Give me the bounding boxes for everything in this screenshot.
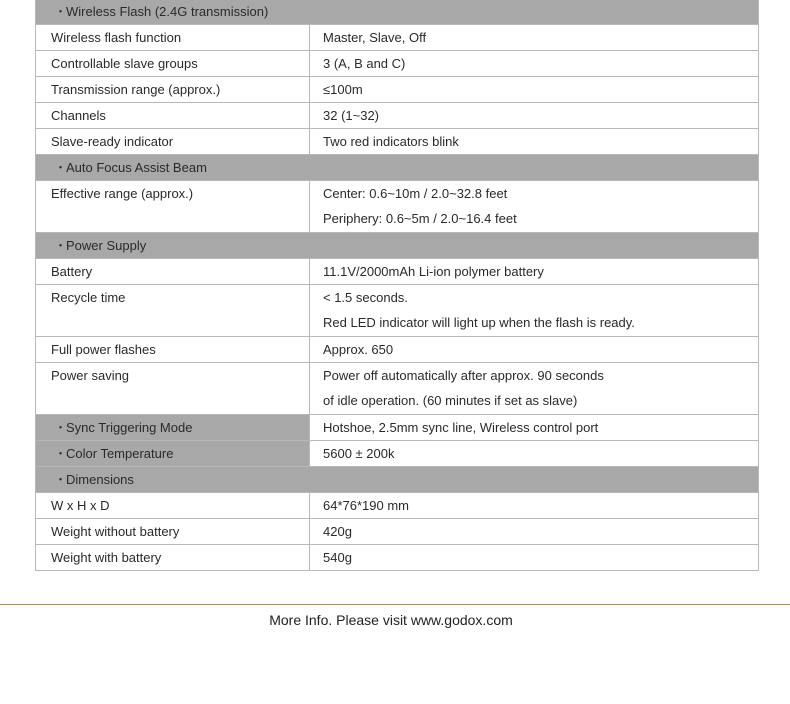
spec-value: Master, Slave, Off <box>310 25 759 51</box>
spec-value: 64*76*190 mm <box>310 493 759 519</box>
spec-label: Effective range (approx.) <box>36 181 310 233</box>
spec-value: 32 (1~32) <box>310 103 759 129</box>
spec-label: Transmission range (approx.) <box>36 77 310 103</box>
bullet-icon: ・ <box>54 446 68 461</box>
table-row <box>36 259 759 285</box>
table-row <box>36 337 759 363</box>
table-row <box>36 129 759 155</box>
bullet-icon: ・ <box>54 238 68 253</box>
table-row <box>36 181 759 233</box>
spec-value-line: < 1.5 seconds. <box>323 290 408 305</box>
spec-value <box>310 285 759 337</box>
spec-value-line: Red LED indicator will light up when the flash is ready. <box>323 315 635 330</box>
footer-divider <box>0 604 790 605</box>
table-row-sync <box>36 415 759 441</box>
bullet-icon: ・ <box>54 160 68 175</box>
spec-table <box>35 0 759 571</box>
spec-value-line: Power off automatically after approx. 90 seconds <box>323 368 604 383</box>
spec-value-line: Approx. 650 <box>323 342 394 357</box>
spec-value <box>310 337 759 363</box>
bullet-icon: ・ <box>54 472 68 487</box>
section-header-sync <box>36 415 310 441</box>
spec-label: Wireless flash function <box>36 25 310 51</box>
spec-value: 5600 ± 200k <box>310 441 759 467</box>
table-row <box>36 103 759 129</box>
section-header-color-temp <box>36 441 310 467</box>
spec-value: Two red indicators blink <box>310 129 759 155</box>
bullet-icon: ・ <box>54 420 68 435</box>
section-title: Power Supply <box>66 238 147 253</box>
spec-label: Power saving <box>36 363 310 415</box>
spec-value <box>310 181 759 233</box>
spec-label: Controllable slave groups <box>36 51 310 77</box>
spec-label: Weight with battery <box>36 545 310 571</box>
spec-value: 540g <box>310 545 759 571</box>
section-header-af <box>36 155 759 181</box>
spec-label: Slave-ready indicator <box>36 129 310 155</box>
section-header-power <box>36 233 759 259</box>
spec-label: Weight without battery <box>36 519 310 545</box>
section-header-dimensions <box>36 467 759 493</box>
spec-value: 3 (A, B and C) <box>310 51 759 77</box>
table-row <box>36 519 759 545</box>
spec-value <box>310 259 759 285</box>
spec-value <box>310 363 759 415</box>
spec-value: ≤100m <box>310 77 759 103</box>
section-title: Sync Triggering Mode <box>66 420 193 435</box>
section-title: Dimensions <box>66 472 134 487</box>
bullet-icon: ・ <box>54 4 68 19</box>
spec-value-line: 11.1V/2000mAh Li-ion polymer battery <box>323 264 544 279</box>
footer-text: More Info. Please visit www.godox.com <box>269 612 513 628</box>
spec-value-line: Periphery: 0.6~5m / 2.0~16.4 feet <box>323 211 517 226</box>
spec-value-line: of idle operation. (60 minutes if set as slave) <box>323 393 578 408</box>
section-header-wireless <box>36 0 759 25</box>
spec-value: 420g <box>310 519 759 545</box>
spec-label: W x H x D <box>36 493 310 519</box>
section-title: Auto Focus Assist Beam <box>66 160 207 175</box>
spec-label: Recycle time <box>36 285 310 337</box>
table-row <box>36 285 759 337</box>
section-title: Wireless Flash (2.4G transmission) <box>66 4 269 19</box>
table-row <box>36 545 759 571</box>
table-row-color-temp <box>36 441 759 467</box>
spec-value-line: Center: 0.6~10m / 2.0~32.8 feet <box>323 186 508 201</box>
table-row <box>36 493 759 519</box>
table-row <box>36 77 759 103</box>
table-row <box>36 51 759 77</box>
spec-label: Battery <box>36 259 310 285</box>
table-row <box>36 363 759 415</box>
spec-label: Full power flashes <box>36 337 310 363</box>
section-title: Color Temperature <box>66 446 174 461</box>
table-row <box>36 25 759 51</box>
spec-value: Hotshoe, 2.5mm sync line, Wireless control port <box>310 415 759 441</box>
spec-label: Channels <box>36 103 310 129</box>
